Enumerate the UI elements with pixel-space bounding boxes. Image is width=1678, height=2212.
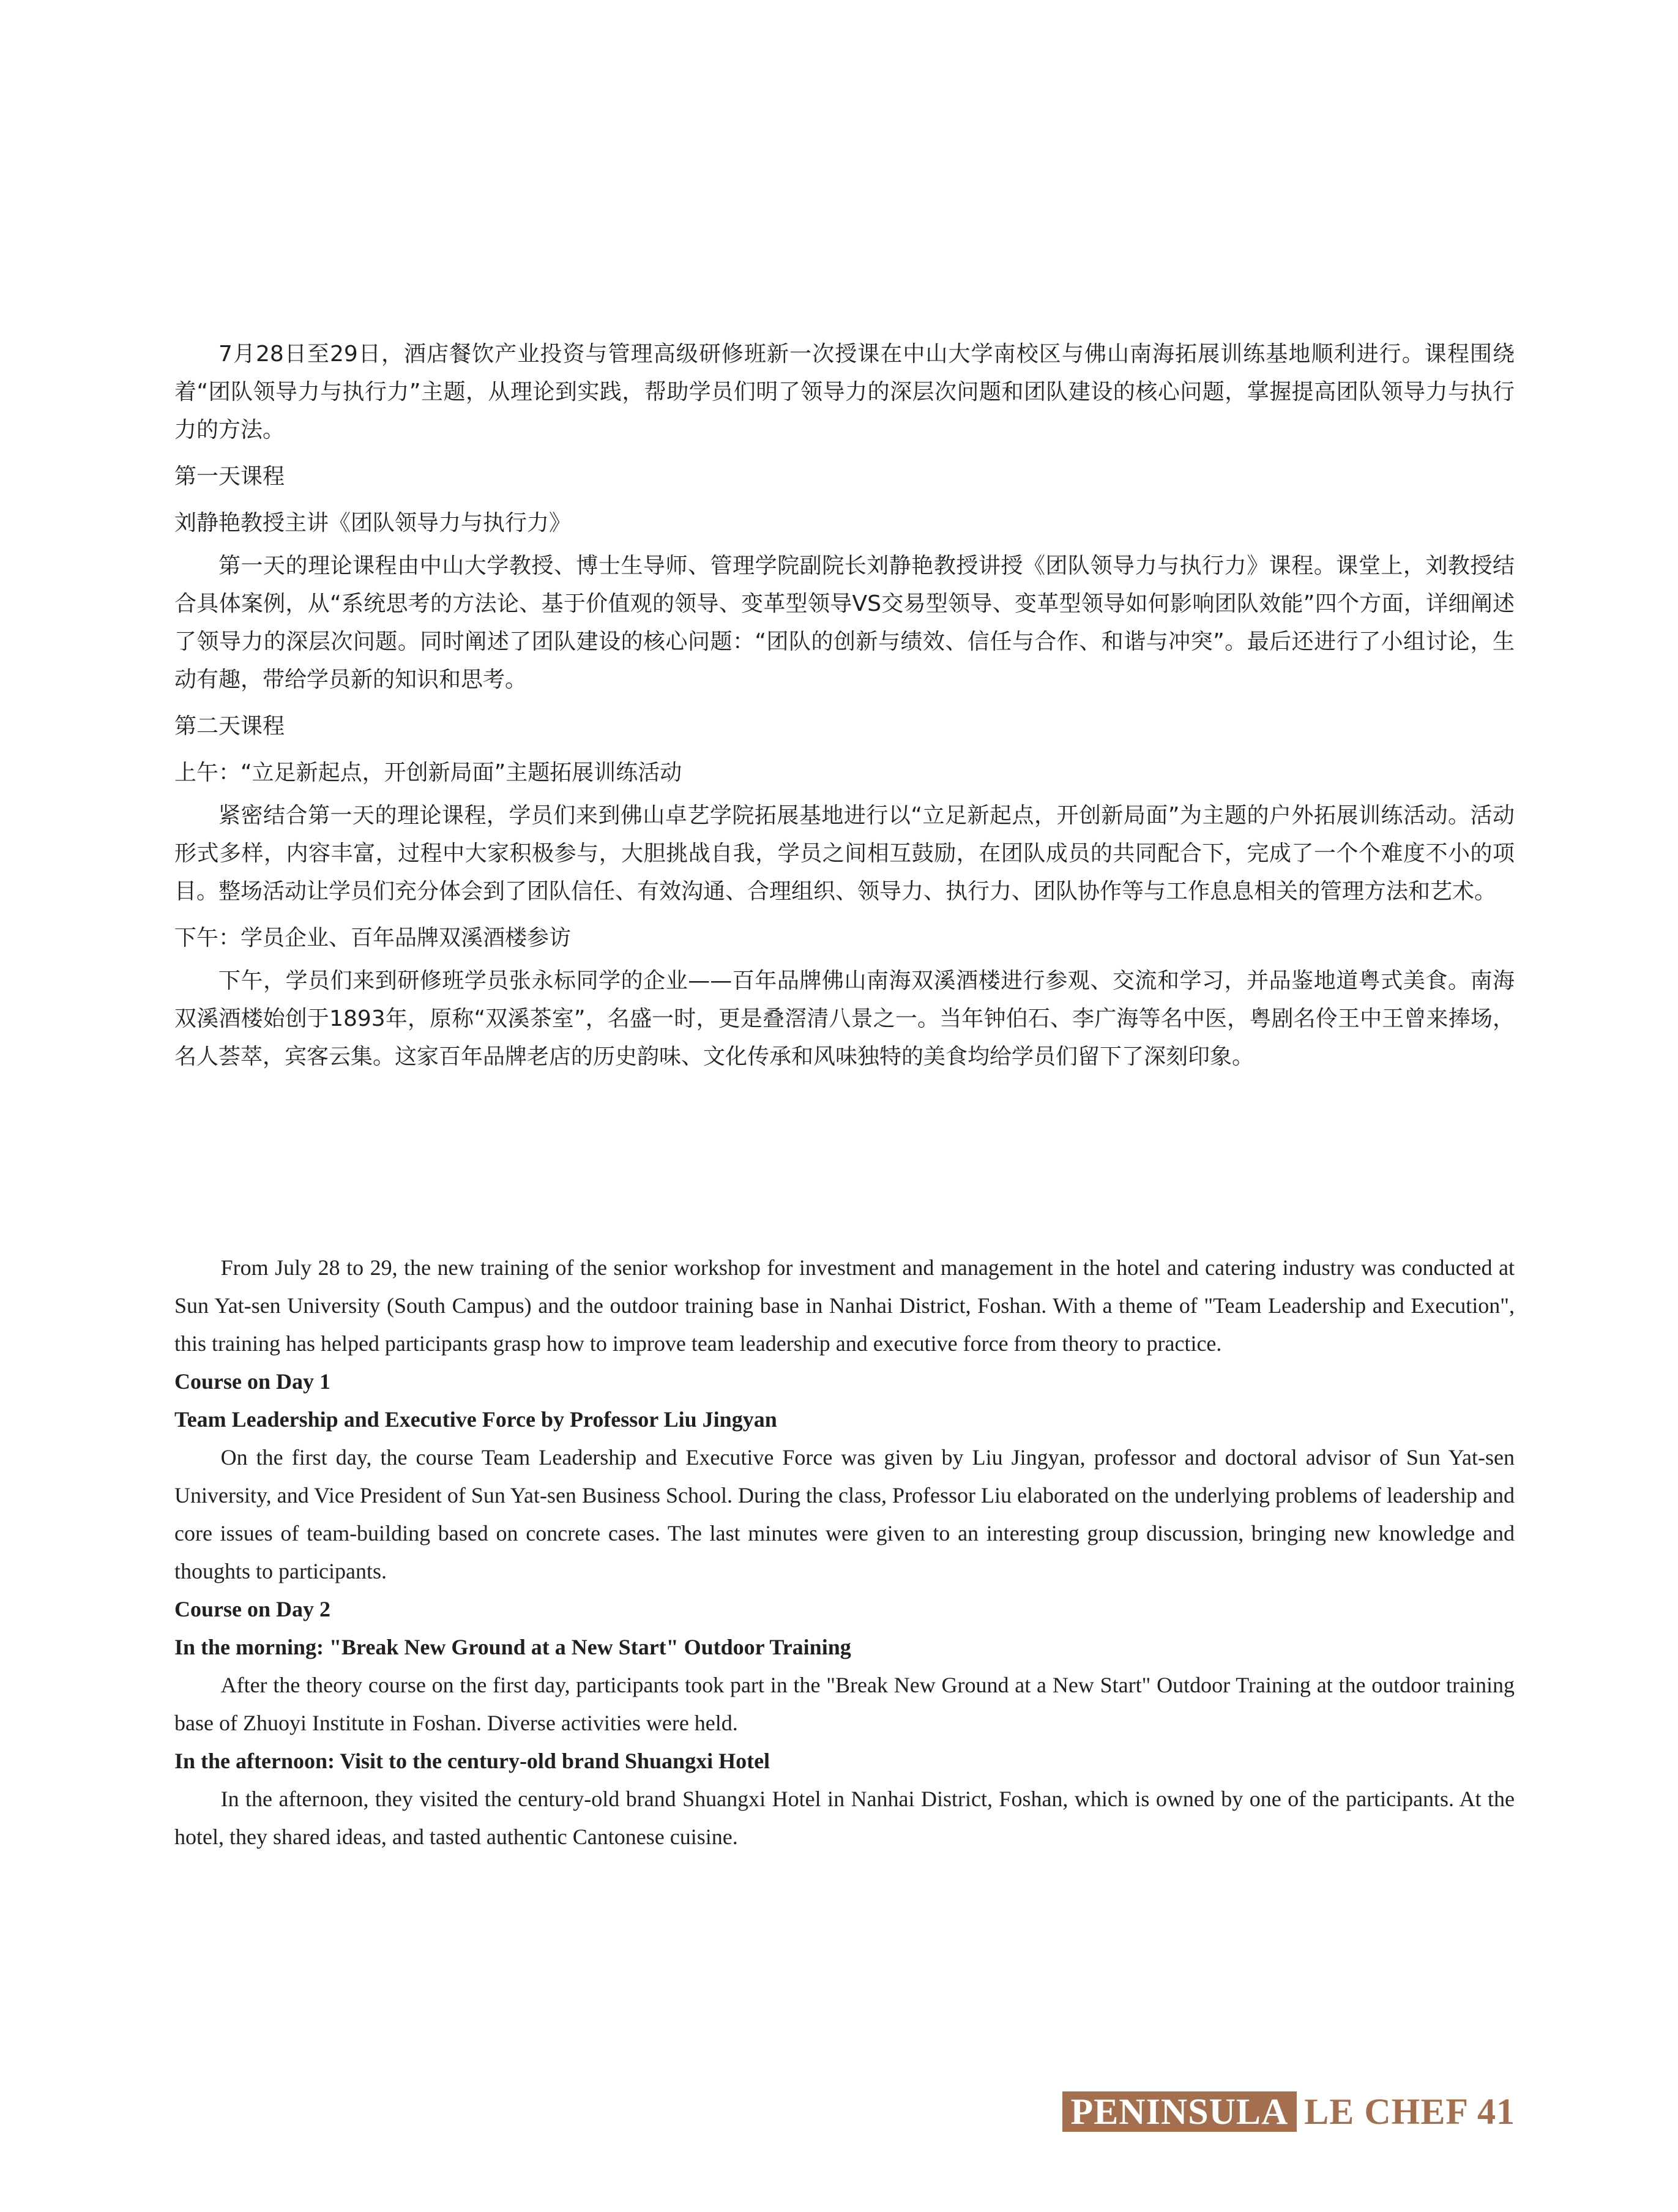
chinese-article <box>174 335 1515 1076</box>
cn-day1-subheading: 刘静艳教授主讲《团队领导力与执行力》 <box>174 510 572 536</box>
cn-morning-subheading: 上午：“立足新起点，开创新局面”主题拓展训练活动 <box>174 760 682 785</box>
cn-day1-paragraph: 第一天的理论课程由中山大学教授、博士生导师、管理学院副院长刘静艳教授讲授《团队领导力与执行力》课程。课堂上，刘教授结合具体案例，从“系统思考的方法论、基于价值观的领导、变革型领导VS交易型领导、变革型领导如何影响团队效能”四个方面，详细阐述了领导力的深层次问题。同时阐述了团队建设的核心问题：“团队的创新与绩效、信任与合作、和谐与冲突”。最后还进行了小组讨论，生动有趣，带给学员新的知识和思考。 <box>174 553 1515 692</box>
en-day1-paragraph: On the first day, the course Team Leadership and Executive Force was given by Liu Jingyan, professor and doctoral advisor of Sun Yat-sen University, and Vice President of Sun Yat-sen Business School. During the class, Professor Liu elaborated on the underlying problems of leadership and core issues of team-building based on concrete cases. The last minutes were given to an interesting group discussion, bringing new knowledge and thoughts to participants. <box>174 1445 1515 1583</box>
cn-afternoon-subheading: 下午：学员企业、百年品牌双溪酒楼参访 <box>174 925 572 951</box>
cn-day2-heading: 第二天课程 <box>174 714 285 739</box>
en-morning-paragraph: After the theory course on the first day, participants took part in the "Break New Ground at a New Start" Outdoor Training at the outdoor training base of Zhuoyi Institute in Foshan. Diverse activities were held. <box>174 1673 1515 1735</box>
page-footer <box>1062 2091 1515 2132</box>
brand-logo-highlight: PENINSULA <box>1062 2091 1297 2132</box>
cn-morning-paragraph: 紧密结合第一天的理论课程，学员们来到佛山卓艺学院拓展基地进行以“立足新起点，开创新局面”为主题的户外拓展训练活动。活动形式多样，内容丰富，过程中大家积极参与，大胆挑战自我，学员之间相互鼓励，在团队成员的共同配合下，完成了一个个难度不小的项目。整场活动让学员们充分体会到了团队信任、有效沟通、合理组织、领导力、执行力、团队协作等与工作息息相关的管理方法和艺术。 <box>174 803 1515 904</box>
en-day1-subheading: Team Leadership and Executive Force by Professor Liu Jingyan <box>174 1407 777 1432</box>
cn-day1-heading: 第一天课程 <box>174 464 285 489</box>
en-morning-subheading: In the morning: "Break New Ground at a New Start" Outdoor Training <box>174 1635 851 1659</box>
english-article <box>174 1249 1515 1856</box>
brand-logo-text: LE CHEF <box>1304 2091 1469 2132</box>
en-afternoon-paragraph: In the afternoon, they visited the century-old brand Shuangxi Hotel in Nanhai District, Foshan, which is owned by one of the participants. At the hotel, they shared ideas, and tasted authentic Cantonese cuisine. <box>174 1787 1515 1849</box>
cn-intro-paragraph: 7月28日至29日，酒店餐饮产业投资与管理高级研修班新一次授课在中山大学南校区与佛山南海拓展训练基地顺利进行。课程围绕着“团队领导力与执行力”主题，从理论到实践，帮助学员们明了领导力的深层次问题和团队建设的核心问题，掌握提高团队领导力与执行力的方法。 <box>174 342 1515 443</box>
cn-afternoon-paragraph: 下午，学员们来到研修班学员张永标同学的企业——百年品牌佛山南海双溪酒楼进行参观、交流和学习，并品鉴地道粤式美食。南海双溪酒楼始创于1893年，原称“双溪茶室”，名盛一时，更是叠滘清八景之一。当年钟伯石、李广海等名中医，粤剧名伶王中王曾来捧场，名人荟萃，宾客云集。这家百年品牌老店的历史韵味、文化传承和风味独特的美食均给学员们留下了深刻印象。 <box>174 968 1515 1069</box>
en-intro-paragraph: From July 28 to 29, the new training of the senior workshop for investment and management in the hotel and catering industry was conducted at Sun Yat-sen University (South Campus) and the outdoor training base in Nanhai District, Foshan. With a theme of "Team Leadership and Execution", this training has helped participants grasp how to improve team leadership and executive force from theory to practice. <box>174 1255 1515 1356</box>
en-day2-heading: Course on Day 2 <box>174 1597 331 1621</box>
en-afternoon-subheading: In the afternoon: Visit to the century-old brand Shuangxi Hotel <box>174 1749 770 1773</box>
page-number: 41 <box>1477 2091 1515 2132</box>
en-day1-heading: Course on Day 1 <box>174 1369 331 1394</box>
